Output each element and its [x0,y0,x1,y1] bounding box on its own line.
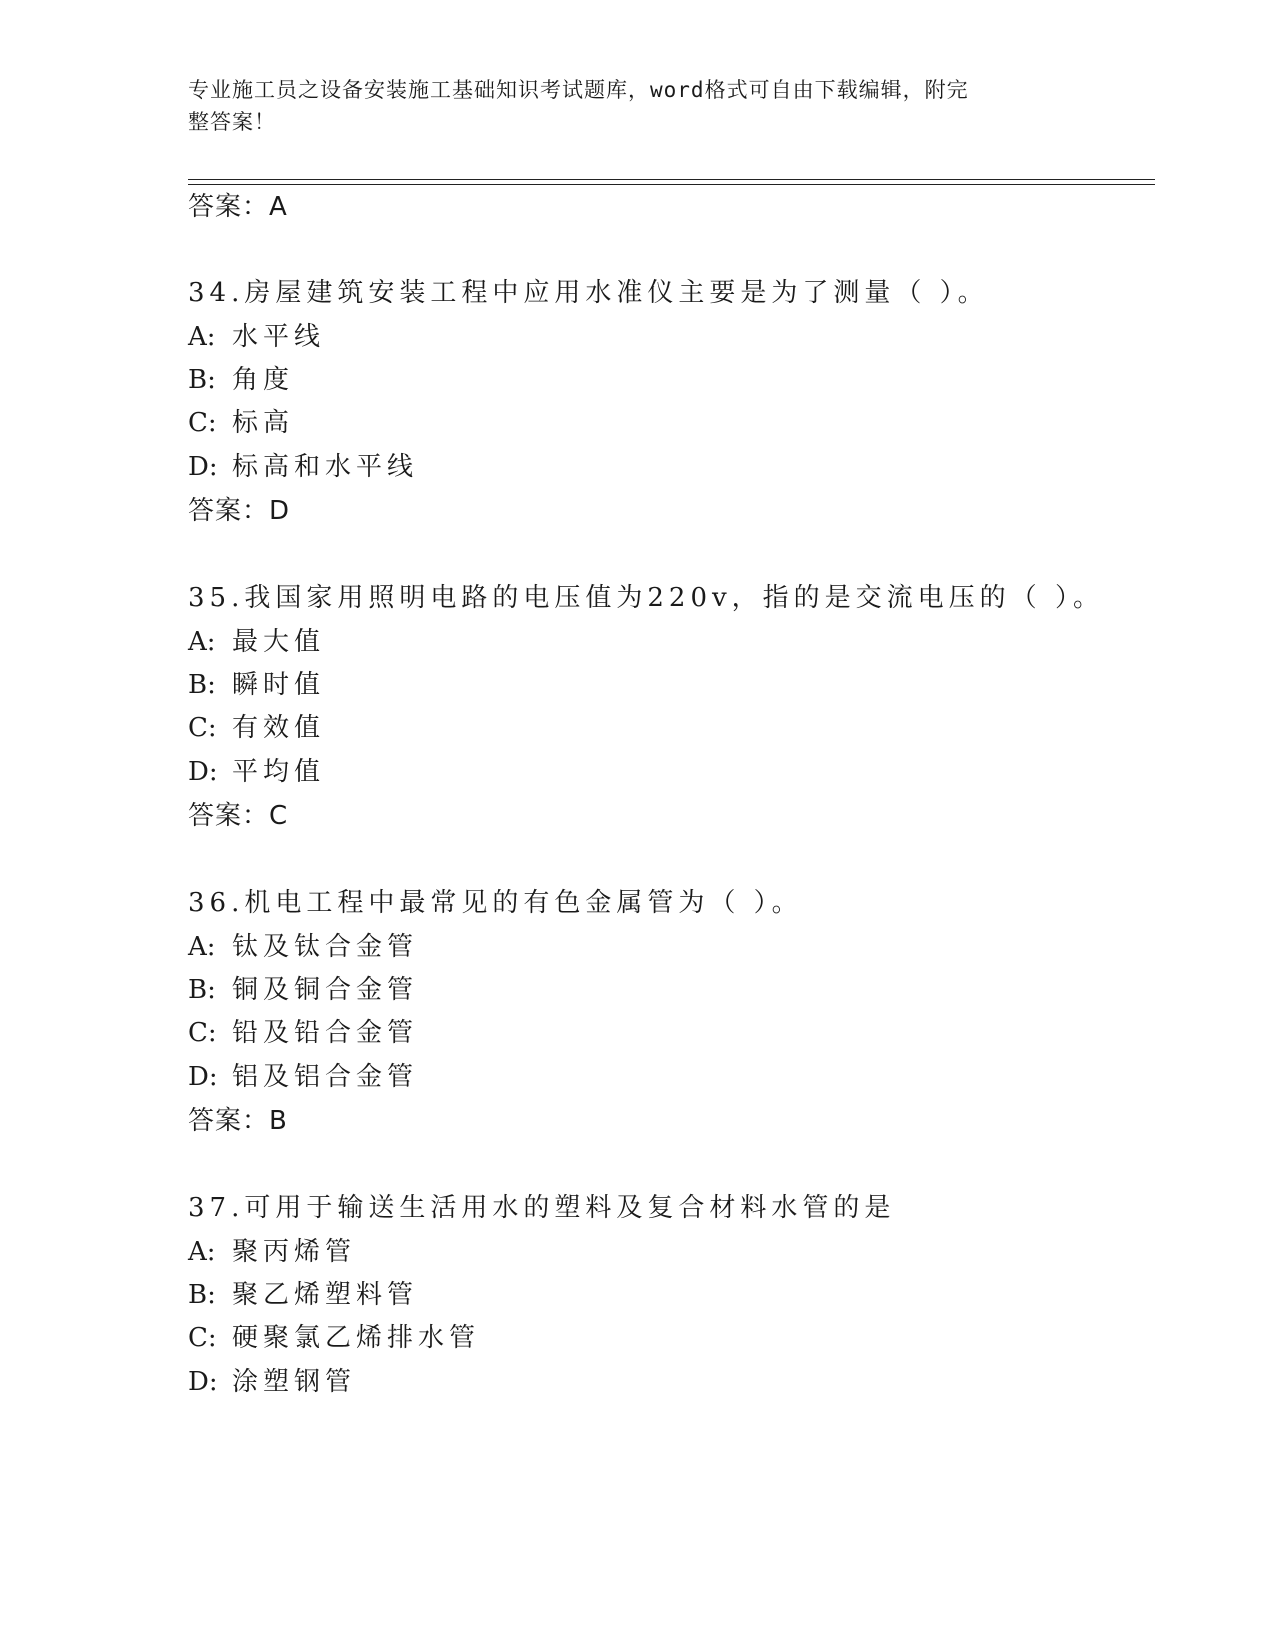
answer-value: C [269,801,289,831]
option-35-c [188,707,325,744]
question-36 [188,882,803,919]
option-text: 标高 [232,408,295,438]
document-header [188,74,1068,138]
option-36-b [188,969,418,1006]
option-text: 角度 [232,365,295,395]
option-letter: B: [188,670,216,700]
option-letter: C: [188,408,217,438]
option-text: 聚丙烯管 [232,1237,357,1267]
option-letter: C: [188,1323,217,1353]
option-letter: D: [188,1367,218,1397]
question-text: 机电工程中最常见的有色金属管为（ ）。 [244,888,803,918]
option-35-a [188,621,325,658]
answer-line-35 [188,795,288,832]
option-text: 钛及钛合金管 [232,932,419,962]
option-36-c [188,1012,418,1049]
option-text: 有效值 [232,713,326,743]
answer-value: B [269,1106,288,1136]
option-letter: B: [188,975,216,1005]
option-letter: A: [188,322,216,352]
question-text: 可用于输送生活用水的塑料及复合材料水管的是 [244,1193,896,1223]
answer-value: D [269,496,291,526]
answer-line-36 [188,1100,288,1137]
question-34 [188,272,989,309]
option-letter: B: [188,1280,216,1310]
option-36-a [188,926,418,963]
question-number: 34. [188,278,245,308]
option-text: 水平线 [232,322,326,352]
option-letter: C: [188,713,217,743]
option-37-a [188,1231,356,1268]
option-letter: C: [188,1018,217,1048]
option-letter: D: [188,757,218,787]
option-letter: B: [188,365,216,395]
option-36-d [188,1056,418,1093]
question-35 [188,577,1104,614]
header-title-line-1: 专业施工员之设备安装施工基础知识考试题库，word格式可自由下载编辑，附完 [188,78,969,102]
option-text: 最大值 [232,627,326,657]
option-text: 瞬时值 [232,670,326,700]
option-text: 硬聚氯乙烯排水管 [232,1323,481,1353]
option-37-c [188,1317,480,1354]
header-title-line-2: 整答案！ [188,110,276,134]
option-text: 平均值 [232,757,326,787]
option-35-b [188,664,325,701]
option-text: 铅及铅合金管 [232,1018,419,1048]
question-number: 35. [188,583,245,613]
option-37-b [188,1274,418,1311]
question-37 [188,1187,895,1224]
option-text: 标高和水平线 [232,452,419,482]
question-text: 房屋建筑安装工程中应用水准仪主要是为了测量（ ）。 [244,278,989,308]
option-letter: A: [188,932,216,962]
answer-label: 答案： [188,801,270,831]
question-number: 37. [188,1193,245,1223]
answer-label: 答案： [188,1106,270,1136]
option-text: 聚乙烯塑料管 [232,1280,419,1310]
answer-line-34 [188,490,290,527]
option-34-c [188,402,294,439]
option-text: 铝及铝合金管 [232,1062,419,1092]
option-text: 涂塑钢管 [232,1367,357,1397]
option-35-d [188,751,325,788]
answer-label: 答案： [188,192,270,222]
answer-value: A [269,192,288,222]
option-letter: A: [188,1237,216,1267]
header-divider-top [188,179,1155,180]
answer-label: 答案： [188,496,270,526]
question-number: 36. [188,888,245,918]
option-34-a [188,316,325,353]
header-divider-bottom [188,184,1155,185]
option-letter: D: [188,1062,218,1092]
option-text: 铜及铜合金管 [232,975,419,1005]
option-37-d [188,1361,356,1398]
option-letter: A: [188,627,216,657]
option-34-d [188,446,418,483]
answer-line-33 [188,186,288,223]
option-34-b [188,359,294,396]
question-text: 我国家用照明电路的电压值为220v，指的是交流电压的（ ）。 [244,583,1104,613]
option-letter: D: [188,452,218,482]
